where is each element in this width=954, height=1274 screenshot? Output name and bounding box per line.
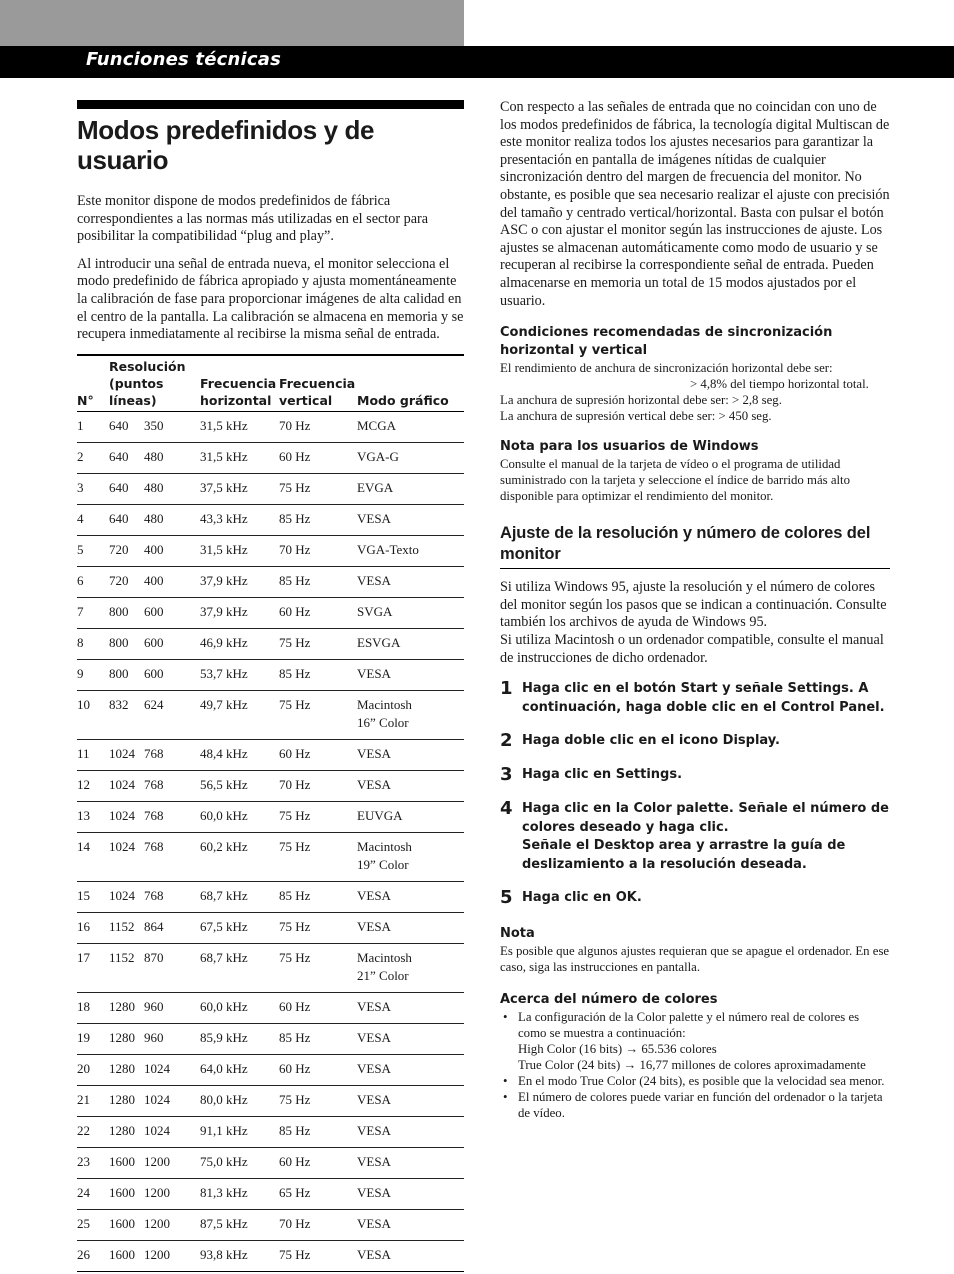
horizontal-frequency: 53,7 kHz — [200, 665, 248, 681]
table-row — [77, 473, 464, 504]
graphic-mode: Macintosh 16” Color — [357, 696, 412, 730]
resolution-adjust-text-2: Si utiliza Macintosh o un ordenador compatible, consulte el manual de instrucciones de dicho ordenador. — [500, 631, 884, 666]
header-number: N° — [77, 392, 94, 408]
table-row — [77, 770, 464, 801]
step-text: Haga clic en Settings. — [522, 766, 683, 782]
graphic-mode: VESA — [357, 1060, 391, 1076]
true-color-line: True Color (24 bits) → 16,77 millones de colores aproximadamente — [518, 1057, 866, 1072]
table-row — [77, 1147, 464, 1178]
table-row — [77, 1054, 464, 1085]
resolution-h: 1280 — [109, 998, 135, 1014]
horizontal-frequency: 46,9 kHz — [200, 634, 248, 650]
mode-number: 14 — [77, 838, 90, 854]
table-row — [77, 881, 464, 912]
resolution-v: 600 — [144, 665, 164, 681]
step-5 — [500, 889, 890, 908]
table-row — [77, 1209, 464, 1240]
mode-number: 8 — [77, 634, 84, 650]
mode-number: 24 — [77, 1184, 90, 1200]
step-text: Haga clic en el botón Start y señale Settings. A continuación, haga doble clic en el Control Panel. — [522, 681, 885, 715]
vertical-frequency: 85 Hz — [279, 572, 311, 588]
mode-number: 23 — [77, 1153, 90, 1169]
resolution-v: 480 — [144, 479, 164, 495]
mode-number: 16 — [77, 918, 90, 934]
resolution-v: 600 — [144, 603, 164, 619]
vertical-frequency: 60 Hz — [279, 1060, 311, 1076]
table-row — [77, 659, 464, 690]
vertical-frequency: 75 Hz — [279, 949, 311, 965]
resolution-h: 832 — [109, 696, 129, 712]
horizontal-frequency: 60,0 kHz — [200, 807, 248, 823]
sync-line-1: El rendimiento de anchura de sincronización horizontal debe ser: — [500, 361, 833, 376]
resolution-h: 720 — [109, 541, 129, 557]
graphic-mode: MCGA — [357, 417, 397, 433]
table-row — [77, 504, 464, 535]
mode-number: 9 — [77, 665, 84, 681]
vertical-frequency: 75 Hz — [279, 1246, 311, 1262]
resolution-h: 1600 — [109, 1246, 135, 1262]
mode-number: 20 — [77, 1060, 90, 1076]
table-row — [77, 992, 464, 1023]
resolution-v: 400 — [144, 541, 164, 557]
table-row — [77, 1085, 464, 1116]
intro-paragraph-1: Este monitor dispone de modos predefinidos de fábrica correspondientes a las normas más utilizadas en el sector para posibilitar la compatibilidad “plug and play”. — [77, 193, 429, 245]
vertical-frequency: 85 Hz — [279, 1029, 311, 1045]
resolution-h: 640 — [109, 448, 129, 464]
title-rule — [77, 100, 464, 109]
resolution-v: 768 — [144, 887, 164, 903]
horizontal-frequency: 60,2 kHz — [200, 838, 248, 854]
graphic-mode: VGA-Texto — [357, 541, 419, 557]
horizontal-frequency: 68,7 kHz — [200, 887, 248, 903]
resolution-h: 1152 — [109, 949, 135, 965]
resolution-v: 960 — [144, 1029, 164, 1045]
table-row — [77, 597, 464, 628]
section-title: Funciones técnicas — [86, 49, 282, 70]
header-resolution: Resolución (puntos líneas) — [109, 358, 186, 408]
step-3 — [500, 763, 890, 785]
bullet-1-text: La configuración de la Color palette y el número real de colores es como se muestra a continuación: — [518, 1009, 860, 1040]
vertical-frequency: 70 Hz — [279, 1215, 311, 1231]
header-horizontal-frequency: Frecuencia horizontal — [200, 375, 277, 408]
table-row — [77, 535, 464, 566]
mode-number: 13 — [77, 807, 90, 823]
resolution-adjust-heading: Ajuste de la resolución y número de colores del monitor — [500, 523, 890, 569]
table-header-row — [77, 355, 464, 412]
resolution-v: 600 — [144, 634, 164, 650]
sync-line-2: > 4,8% del tiempo horizontal total. — [690, 377, 869, 392]
resolution-v: 1200 — [144, 1215, 170, 1231]
horizontal-frequency: 80,0 kHz — [200, 1091, 248, 1107]
intro-paragraph-2: Al introducir una señal de entrada nueva, el monitor selecciona el modo predefinido de fábrica apropiado y ajusta momentáneamente la calibración de fase para proporcionar imágenes de alta calidad en el centro de la pantalla. La calibración se almacena en memoria y se recupera inmediatamente al recibirse la misma señal de entrada. — [77, 255, 464, 343]
horizontal-frequency: 37,5 kHz — [200, 479, 248, 495]
resolution-h: 1600 — [109, 1215, 135, 1231]
horizontal-frequency: 31,5 kHz — [200, 417, 248, 433]
graphic-mode: VESA — [357, 665, 391, 681]
table-row — [77, 1116, 464, 1147]
vertical-frequency: 70 Hz — [279, 776, 311, 792]
right-column — [500, 99, 890, 1121]
vertical-frequency: 85 Hz — [279, 665, 311, 681]
resolution-h: 1024 — [109, 776, 135, 792]
table-row — [77, 566, 464, 597]
resolution-h: 1280 — [109, 1029, 135, 1045]
graphic-mode: VESA — [357, 1029, 391, 1045]
resolution-v: 1200 — [144, 1184, 170, 1200]
table-row — [77, 912, 464, 943]
resolution-v: 400 — [144, 572, 164, 588]
sync-line-4: La anchura de supresión vertical debe ser: > 450 seg. — [500, 409, 772, 424]
table-row — [77, 690, 464, 739]
resolution-v: 350 — [144, 417, 164, 433]
resolution-h: 1024 — [109, 838, 135, 854]
vertical-frequency: 75 Hz — [279, 918, 311, 934]
resolution-h: 1024 — [109, 807, 135, 823]
vertical-frequency: 60 Hz — [279, 1153, 311, 1169]
graphic-mode: EUVGA — [357, 807, 403, 823]
resolution-v: 768 — [144, 745, 164, 761]
mode-number: 6 — [77, 572, 84, 588]
graphic-mode: VESA — [357, 1153, 391, 1169]
step-number: 4 — [500, 798, 513, 820]
header-graphic-mode: Modo gráfico — [357, 392, 449, 408]
table-row — [77, 1023, 464, 1054]
mode-number: 10 — [77, 696, 90, 712]
left-column — [77, 100, 464, 1272]
vertical-frequency: 75 Hz — [279, 696, 311, 712]
mode-number: 4 — [77, 510, 84, 526]
vertical-frequency: 60 Hz — [279, 448, 311, 464]
table-row — [77, 739, 464, 770]
graphic-mode: VESA — [357, 572, 391, 588]
horizontal-frequency: 37,9 kHz — [200, 572, 248, 588]
resolution-v: 1024 — [144, 1060, 170, 1076]
mode-number: 18 — [77, 998, 90, 1014]
resolution-v: 768 — [144, 807, 164, 823]
horizontal-frequency: 87,5 kHz — [200, 1215, 248, 1231]
resolution-h: 1280 — [109, 1122, 135, 1138]
resolution-v: 1024 — [144, 1091, 170, 1107]
table-row — [77, 1178, 464, 1209]
resolution-v: 960 — [144, 998, 164, 1014]
horizontal-frequency: 85,9 kHz — [200, 1029, 248, 1045]
horizontal-frequency: 91,1 kHz — [200, 1122, 248, 1138]
graphic-mode: VESA — [357, 510, 391, 526]
horizontal-frequency: 67,5 kHz — [200, 918, 248, 934]
vertical-frequency: 85 Hz — [279, 1122, 311, 1138]
graphic-mode: ESVGA — [357, 634, 401, 650]
resolution-h: 720 — [109, 572, 129, 588]
step-number: 1 — [500, 678, 513, 700]
step-2 — [500, 732, 890, 751]
resolution-h: 1024 — [109, 745, 135, 761]
horizontal-frequency: 56,5 kHz — [200, 776, 248, 792]
graphic-mode: VESA — [357, 745, 391, 761]
resolution-v: 480 — [144, 448, 164, 464]
mode-number: 17 — [77, 949, 90, 965]
step-text — [522, 800, 890, 874]
table-row — [77, 943, 464, 992]
step-1 — [500, 680, 890, 717]
windows-note-heading: Nota para los usuarios de Windows — [500, 439, 759, 455]
graphic-mode: VESA — [357, 776, 391, 792]
graphic-mode: VESA — [357, 1184, 391, 1200]
resolution-v: 624 — [144, 696, 164, 712]
graphic-mode: VESA — [357, 1091, 391, 1107]
resolution-h: 1280 — [109, 1091, 135, 1107]
modes-table — [77, 354, 464, 1272]
horizontal-frequency: 93,8 kHz — [200, 1246, 248, 1262]
graphic-mode: Macintosh 19” Color — [357, 838, 412, 872]
resolution-h: 640 — [109, 417, 129, 433]
vertical-frequency: 70 Hz — [279, 417, 311, 433]
resolution-v: 768 — [144, 776, 164, 792]
horizontal-frequency: 64,0 kHz — [200, 1060, 248, 1076]
graphic-mode: VESA — [357, 887, 391, 903]
vertical-frequency: 60 Hz — [279, 603, 311, 619]
resolution-h: 800 — [109, 603, 129, 619]
graphic-mode: VGA-G — [357, 448, 399, 464]
table-body — [77, 411, 464, 1271]
mode-number: 19 — [77, 1029, 90, 1045]
vertical-frequency: 75 Hz — [279, 1091, 311, 1107]
step-number: 3 — [500, 763, 513, 785]
graphic-mode: VESA — [357, 1122, 391, 1138]
resolution-h: 1152 — [109, 918, 135, 934]
resolution-h: 1600 — [109, 1184, 135, 1200]
vertical-frequency: 75 Hz — [279, 634, 311, 650]
vertical-frequency: 85 Hz — [279, 510, 311, 526]
graphic-mode: Macintosh 21” Color — [357, 949, 412, 983]
table-row — [77, 411, 464, 442]
mode-number: 5 — [77, 541, 84, 557]
colors-list — [500, 1009, 890, 1121]
mode-number: 12 — [77, 776, 90, 792]
mode-number: 2 — [77, 448, 84, 464]
vertical-frequency: 85 Hz — [279, 887, 311, 903]
vertical-frequency: 65 Hz — [279, 1184, 311, 1200]
resolution-adjust-text-1: Si utiliza Windows 95, ajuste la resolución y el número de colores del monitor según los pasos que se indican a continuación. Consulte también los archivos de ayuda de Windows 95. — [500, 579, 887, 631]
mode-number: 7 — [77, 603, 84, 619]
resolution-h: 1600 — [109, 1153, 135, 1169]
step-text-b: Señale el Desktop area y arrastre la guía de deslizamiento a la resolución deseada. — [522, 838, 846, 872]
signal-paragraph: Con respecto a las señales de entrada que no coincidan con uno de los modos predefinidos de fábrica, la tecnología digital Multiscan de este monitor realiza todos los ajustes necesarios para garantizar la presentación en pantalla de imágenes nítidas de cualquier sincronización dentro del margen de frecuencia del monitor. No obstante, es posible que sea necesario realizar el ajuste con precisión del tamaño y centrado vertical/horizontal. Basta con pulsar el botón ASC o con ajustar el monitor según las instrucciones de ajuste. Los ajustes se almacenan automáticamente como modo de usuario y se recuperan al recibirse la correspondiente señal de entrada. Pueden almacenarse en memoria un total de 15 modos ajustados por el usuario. — [500, 99, 890, 309]
resolution-h: 800 — [109, 665, 129, 681]
high-color-line: High Color (16 bits) → 65.536 colores — [518, 1041, 717, 1056]
mode-number: 25 — [77, 1215, 90, 1231]
resolution-h: 1024 — [109, 887, 135, 903]
graphic-mode: VESA — [357, 1215, 391, 1231]
step-text: Haga doble clic en el icono Display. — [522, 733, 780, 749]
resolution-h: 800 — [109, 634, 129, 650]
note-text: Es posible que algunos ajustes requieran que se apague el ordenador. En ese caso, siga las instrucciones en pantalla. — [500, 943, 890, 974]
list-item — [500, 1009, 890, 1073]
mode-number: 22 — [77, 1122, 90, 1138]
mode-number: 3 — [77, 479, 84, 495]
horizontal-frequency: 31,5 kHz — [200, 448, 248, 464]
step-number: 2 — [500, 730, 513, 752]
sync-line-3: La anchura de supresión horizontal debe ser: > 2,8 seg. — [500, 393, 782, 408]
resolution-v: 1200 — [144, 1153, 170, 1169]
list-item: • En el modo True Color (24 bits), es posible que la velocidad sea menor. — [500, 1073, 890, 1089]
horizontal-frequency: 48,4 kHz — [200, 745, 248, 761]
horizontal-frequency: 49,7 kHz — [200, 696, 248, 712]
table-row — [77, 1240, 464, 1271]
resolution-v: 768 — [144, 838, 164, 854]
list-item: • El número de colores puede variar en función del ordenador o la tarjeta de vídeo. — [500, 1089, 890, 1121]
horizontal-frequency: 31,5 kHz — [200, 541, 248, 557]
vertical-frequency: 60 Hz — [279, 745, 311, 761]
horizontal-frequency: 81,3 kHz — [200, 1184, 248, 1200]
resolution-v: 480 — [144, 510, 164, 526]
header-vertical-frequency: Frecuencia vertical — [279, 375, 356, 408]
horizontal-frequency: 68,7 kHz — [200, 949, 248, 965]
table-row — [77, 832, 464, 881]
mode-number: 15 — [77, 887, 90, 903]
horizontal-frequency: 37,9 kHz — [200, 603, 248, 619]
graphic-mode: SVGA — [357, 603, 393, 619]
resolution-h: 1280 — [109, 1060, 135, 1076]
resolution-h: 640 — [109, 479, 129, 495]
windows-note-text: Consulte el manual de la tarjeta de vídeo o el programa de utilidad suministrado con la tarjeta y seleccione el índice de barrido más alto disponible para optimizar el rendimiento del monitor. — [500, 457, 851, 504]
table-row — [77, 442, 464, 473]
step-number: 5 — [500, 887, 513, 909]
mode-number: 26 — [77, 1246, 90, 1262]
mode-number: 11 — [77, 745, 90, 761]
graphic-mode: VESA — [357, 998, 391, 1014]
vertical-frequency: 75 Hz — [279, 838, 311, 854]
page-title: Modos predefinidos y de usuario — [77, 115, 375, 175]
table-row — [77, 628, 464, 659]
vertical-frequency: 70 Hz — [279, 541, 311, 557]
mode-number: 1 — [77, 417, 84, 433]
colors-heading: Acerca del número de colores — [500, 991, 718, 1007]
step-4 — [500, 800, 890, 874]
graphic-mode: EVGA — [357, 479, 394, 495]
note-heading: Nota — [500, 925, 535, 941]
resolution-v: 1024 — [144, 1122, 170, 1138]
mode-number: 21 — [77, 1091, 90, 1107]
vertical-frequency: 75 Hz — [279, 807, 311, 823]
resolution-h: 640 — [109, 510, 129, 526]
step-text-a: Haga clic en la Color palette. Señale el número de colores deseado y haga clic. — [522, 801, 889, 835]
horizontal-frequency: 43,3 kHz — [200, 510, 248, 526]
horizontal-frequency: 75,0 kHz — [200, 1153, 248, 1169]
vertical-frequency: 60 Hz — [279, 998, 311, 1014]
horizontal-frequency: 60,0 kHz — [200, 998, 248, 1014]
resolution-v: 1200 — [144, 1246, 170, 1262]
step-text: Haga clic en OK. — [522, 890, 642, 906]
resolution-v: 870 — [144, 949, 164, 965]
vertical-frequency: 75 Hz — [279, 479, 311, 495]
resolution-v: 864 — [144, 918, 164, 934]
sync-heading: Condiciones recomendadas de sincronización horizontal y vertical — [500, 325, 833, 359]
graphic-mode: VESA — [357, 1246, 391, 1262]
table-row — [77, 801, 464, 832]
graphic-mode: VESA — [357, 918, 391, 934]
